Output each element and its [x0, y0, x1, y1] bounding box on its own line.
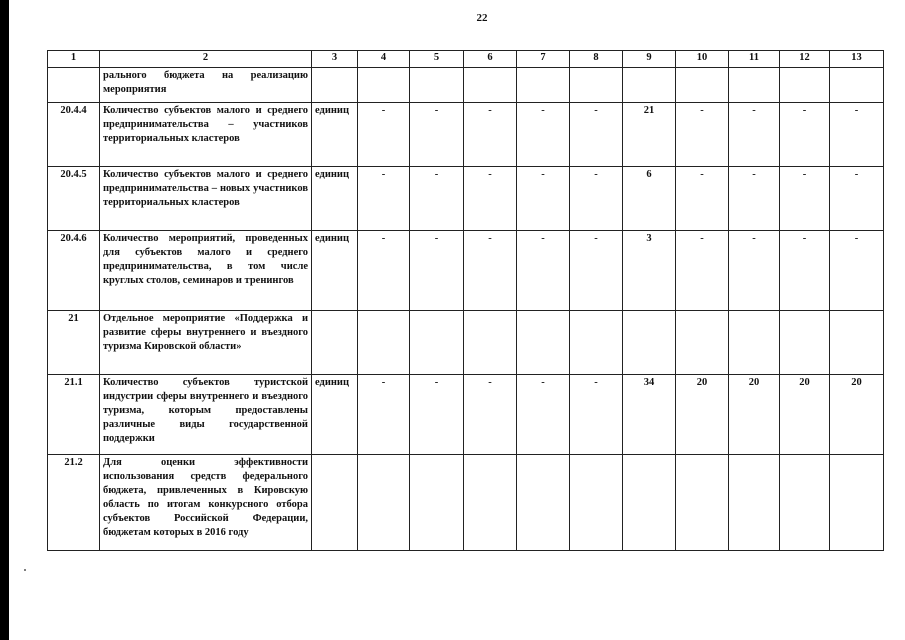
row-value — [570, 455, 623, 551]
row-value: - — [729, 103, 780, 167]
row-value: - — [830, 167, 884, 231]
row-value: 3 — [623, 231, 676, 311]
row-value: - — [517, 375, 570, 455]
row-value — [358, 68, 410, 103]
table-row — [48, 231, 884, 311]
row-value — [830, 311, 884, 375]
row-value: - — [517, 231, 570, 311]
column-header: 1 — [48, 51, 100, 68]
row-value — [623, 311, 676, 375]
column-header: 2 — [100, 51, 312, 68]
row-value — [517, 455, 570, 551]
row-value — [729, 68, 780, 103]
row-value: 34 — [623, 375, 676, 455]
row-value — [780, 68, 830, 103]
row-value — [830, 455, 884, 551]
column-header: 10 — [676, 51, 729, 68]
row-value: - — [358, 375, 410, 455]
column-header: 4 — [358, 51, 410, 68]
row-value — [780, 311, 830, 375]
row-number: 20.4.4 — [48, 103, 100, 167]
row-description: Количество субъектов туристской индустрии сферы внутреннего и въездного туризма, которым предоставлены различные виды государственной поддержки — [100, 375, 312, 455]
table-row — [48, 167, 884, 231]
row-value — [570, 311, 623, 375]
table-row — [48, 455, 884, 551]
table-row — [48, 103, 884, 167]
row-value — [676, 311, 729, 375]
row-description: Количество субъектов малого и среднего предпринимательства – новых участников территориальных кластеров — [100, 167, 312, 231]
row-value — [410, 455, 464, 551]
row-value: - — [517, 103, 570, 167]
column-header: 12 — [780, 51, 830, 68]
row-unit — [312, 68, 358, 103]
row-value: - — [464, 375, 517, 455]
row-unit: единиц — [312, 375, 358, 455]
column-header: 6 — [464, 51, 517, 68]
row-value — [676, 455, 729, 551]
row-value: - — [410, 231, 464, 311]
row-value: - — [517, 167, 570, 231]
row-value: - — [570, 231, 623, 311]
row-value: - — [358, 103, 410, 167]
row-number: 21.2 — [48, 455, 100, 551]
column-header: 11 — [729, 51, 780, 68]
row-value: - — [780, 231, 830, 311]
row-value — [358, 455, 410, 551]
row-value — [410, 68, 464, 103]
row-unit — [312, 455, 358, 551]
row-value: - — [830, 103, 884, 167]
row-description: Для оценки эффективности использования средств федерального бюджета, привлеченных в Кировскую область по итогам конкурсного отбора субъектов Российской Федерации, бюджетам которых в 2016 году — [100, 455, 312, 551]
column-header: 9 — [623, 51, 676, 68]
row-value: - — [464, 231, 517, 311]
scan-speck — [24, 569, 26, 571]
row-value: - — [410, 167, 464, 231]
row-number: 21.1 — [48, 375, 100, 455]
row-value: - — [464, 167, 517, 231]
row-value: - — [729, 231, 780, 311]
row-value: - — [410, 375, 464, 455]
row-value: - — [676, 103, 729, 167]
row-value — [517, 68, 570, 103]
row-value: - — [410, 103, 464, 167]
row-description: Отдельное мероприятие «Поддержка и развитие сферы внутреннего и въездного туризма Кировской области» — [100, 311, 312, 375]
row-number — [48, 68, 100, 103]
row-value: 21 — [623, 103, 676, 167]
row-value — [464, 455, 517, 551]
row-value: - — [358, 231, 410, 311]
row-value: - — [780, 167, 830, 231]
row-value — [464, 68, 517, 103]
row-unit — [312, 311, 358, 375]
row-description: Количество субъектов малого и среднего предпринимательства – участников территориальных кластеров — [100, 103, 312, 167]
row-value — [570, 68, 623, 103]
row-value: - — [676, 231, 729, 311]
row-value — [729, 455, 780, 551]
row-value: - — [729, 167, 780, 231]
row-value — [517, 311, 570, 375]
row-number: 20.4.6 — [48, 231, 100, 311]
row-value: - — [676, 167, 729, 231]
row-value — [410, 311, 464, 375]
row-value — [623, 455, 676, 551]
row-unit: единиц — [312, 167, 358, 231]
row-number: 21 — [48, 311, 100, 375]
row-value: - — [570, 103, 623, 167]
row-description: Количество мероприятий, проведенных для субъектов малого и среднего предпринимательства, в том числе круглых столов, семинаров и тренингов — [100, 231, 312, 311]
row-value — [464, 311, 517, 375]
page-number: 22 — [476, 12, 488, 24]
row-value: - — [570, 375, 623, 455]
row-value: 20 — [729, 375, 780, 455]
row-value: - — [830, 231, 884, 311]
row-value — [830, 68, 884, 103]
column-header: 5 — [410, 51, 464, 68]
column-header: 13 — [830, 51, 884, 68]
row-value: 20 — [676, 375, 729, 455]
scan-border — [0, 0, 9, 640]
row-number: 20.4.5 — [48, 167, 100, 231]
table-row — [48, 375, 884, 455]
row-value: 20 — [830, 375, 884, 455]
table-row — [48, 311, 884, 375]
row-value: - — [570, 167, 623, 231]
row-description: рального бюджета на реализацию мероприятия — [100, 68, 312, 103]
column-header: 3 — [312, 51, 358, 68]
column-header: 8 — [570, 51, 623, 68]
row-value — [358, 311, 410, 375]
row-unit: единиц — [312, 231, 358, 311]
row-unit: единиц — [312, 103, 358, 167]
row-value: 20 — [780, 375, 830, 455]
row-value — [623, 68, 676, 103]
table-row — [48, 68, 884, 103]
row-value: 6 — [623, 167, 676, 231]
row-value: - — [780, 103, 830, 167]
row-value: - — [358, 167, 410, 231]
table-header-row — [48, 51, 884, 68]
indicator-table — [47, 50, 884, 551]
row-value — [676, 68, 729, 103]
column-header: 7 — [517, 51, 570, 68]
row-value — [780, 455, 830, 551]
row-value — [729, 311, 780, 375]
row-value: - — [464, 103, 517, 167]
